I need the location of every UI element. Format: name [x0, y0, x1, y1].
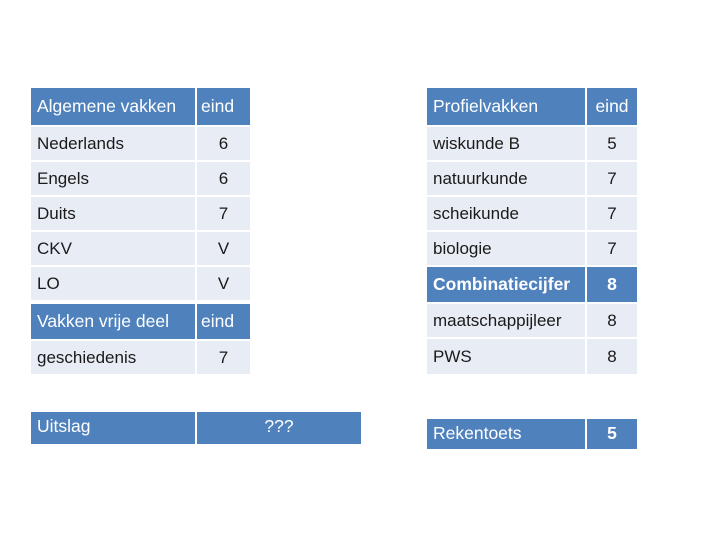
table-row-subject: scheikunde — [427, 197, 585, 230]
profile-subjects-header: Profielvakken — [427, 88, 585, 125]
table-row-subject: Duits — [31, 197, 195, 230]
table-row-grade: 7 — [197, 341, 250, 374]
result-label: Uitslag — [31, 412, 195, 444]
profile-grade-header: eind — [587, 88, 637, 125]
table-row-subject: maatschappijleer — [427, 304, 585, 337]
table-row-subject: PWS — [427, 339, 585, 374]
table-row-grade: 7 — [197, 197, 250, 230]
table-row-grade: V — [197, 232, 250, 265]
table-row-subject: geschiedenis — [31, 341, 195, 374]
table-row-grade: 6 — [197, 127, 250, 160]
table-row-grade: V — [197, 267, 250, 300]
table-row-grade: 6 — [197, 162, 250, 195]
table-row-subject: wiskunde B — [427, 127, 585, 160]
result-value: ??? — [197, 412, 361, 444]
general-subjects-header: Algemene vakken — [31, 88, 195, 125]
free-subjects-header: Vakken vrije deel — [31, 304, 195, 339]
table-row-subject: natuurkunde — [427, 162, 585, 195]
table-row-subject: Engels — [31, 162, 195, 195]
table-row-subject: LO — [31, 267, 195, 300]
table-row-subject: biologie — [427, 232, 585, 265]
arithmetic-test-value: 5 — [587, 419, 637, 449]
combination-grade: 8 — [587, 267, 637, 302]
table-row-grade: 5 — [587, 127, 637, 160]
table-row-grade: 7 — [587, 162, 637, 195]
table-row-grade: 7 — [587, 232, 637, 265]
general-grade-header: eind — [197, 88, 250, 125]
arithmetic-test-label: Rekentoets — [427, 419, 585, 449]
table-row-grade: 8 — [587, 339, 637, 374]
free-grade-header: eind — [197, 304, 250, 339]
table-row-grade: 7 — [587, 197, 637, 230]
combination-header: Combinatiecijfer — [427, 267, 585, 302]
table-row-subject: CKV — [31, 232, 195, 265]
table-row-subject: Nederlands — [31, 127, 195, 160]
table-row-grade: 8 — [587, 304, 637, 337]
